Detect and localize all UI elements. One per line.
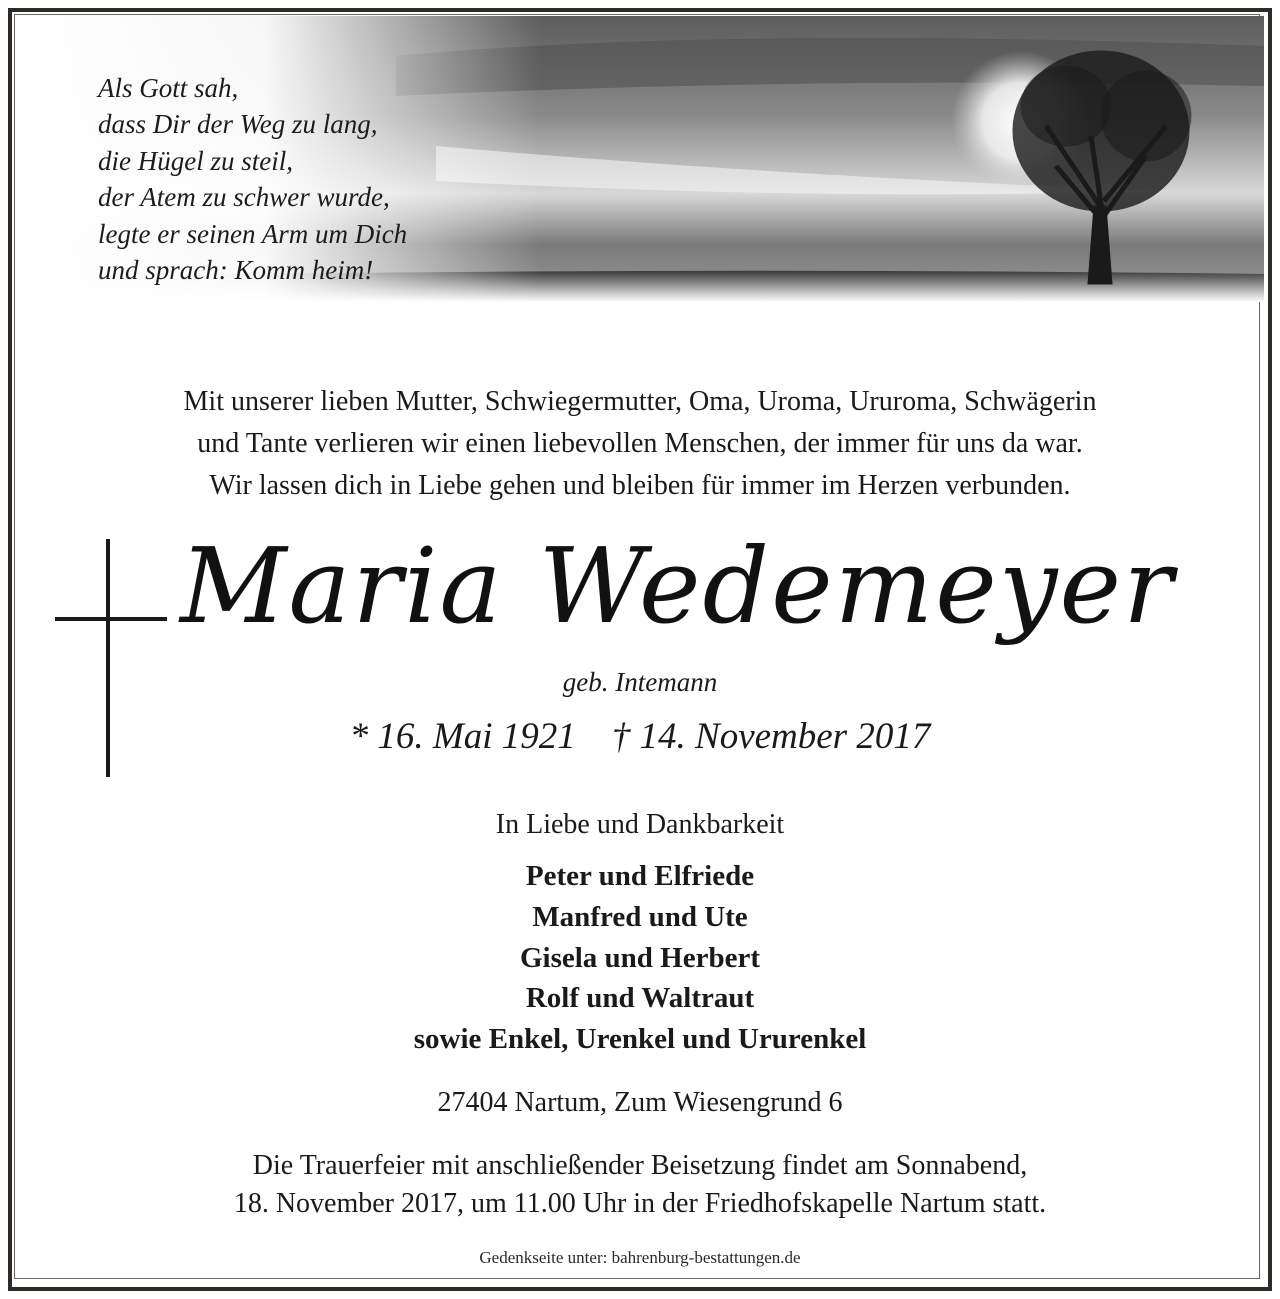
ceremony-line: Die Trauerfeier mit anschließender Beisetzung findet am Sonnabend, — [252, 1150, 1028, 1181]
signoff: In Liebe und Dankbarkeit — [495, 809, 785, 840]
poem-line: Als Gott sah, — [98, 73, 239, 103]
death-date: † 14. November 2017 — [611, 716, 931, 757]
ceremony-line: 18. November 2017, um 11.00 Uhr in der Friedhofskapelle Nartum statt. — [233, 1188, 1047, 1219]
latin-cross-icon — [55, 539, 167, 777]
mourner-line: Manfred und Ute — [532, 900, 748, 933]
deceased-name: Maria Wedemeyer — [180, 525, 1175, 647]
address: 27404 Nartum, Zum Wiesengrund 6 — [437, 1087, 843, 1118]
life-dates — [240, 712, 1040, 762]
poem-line: dass Dir der Weg zu lang, — [98, 109, 378, 140]
intro-line: Mit unserer lieben Mutter, Schwiegermutter, Oma, Uroma, Ururoma, Schwägerin — [183, 386, 1097, 417]
maiden-name: geb. Intemann — [562, 667, 718, 697]
memorial-page-link[interactable]: Gedenkseite unter: bahrenburg-bestattungen.de — [479, 1248, 801, 1267]
mourners-list — [240, 856, 1040, 1060]
intro-text — [40, 381, 1240, 507]
birth-date: * 16. Mai 1921 — [349, 716, 576, 757]
intro-line: und Tante verlieren wir einen liebevollen Menschen, der immer für uns da war. — [197, 428, 1083, 459]
intro-line: Wir lassen dich in Liebe gehen und bleiben für immer im Herzen verbunden. — [209, 470, 1071, 501]
poem-line: und sprach: Komm heim! — [98, 255, 374, 286]
poem — [98, 70, 518, 288]
poem-line: legte er seinen Arm um Dich — [98, 218, 408, 249]
ceremony-text — [40, 1147, 1240, 1223]
mourner-line: Gisela und Herbert — [519, 941, 761, 974]
mourner-line: sowie Enkel, Urenkel und Ururenkel — [413, 1023, 867, 1056]
mourner-line: Peter und Elfriede — [525, 860, 755, 892]
poem-line: der Atem zu schwer wurde, — [98, 182, 390, 213]
mourner-line: Rolf und Waltraut — [525, 982, 755, 1015]
poem-line: die Hügel zu steil, — [98, 145, 293, 176]
